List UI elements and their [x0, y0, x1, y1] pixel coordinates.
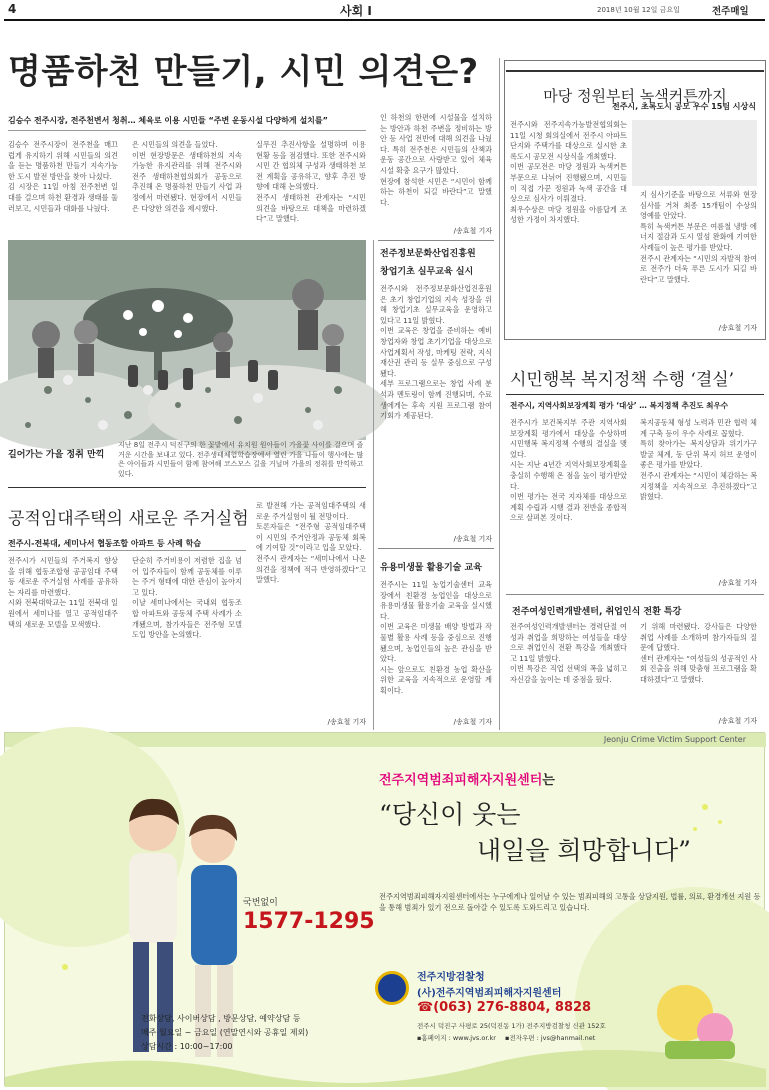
page-header — [0, 0, 769, 18]
housing-col-3: 로 발전해 가는 공적임대주택의 새로운 주거실험이 될 전망이다. 토론자들은 “전주형 공적임대주택이 시민의 주거안정과 공동체 회복에 기여할 것”이라고 입을 모았다. 전주시 관계자는 “세미나에서 나온 의견을 정책에 적극 반영하겠다”고 말했다. — [256, 501, 366, 585]
ad-sponsor-1: 전주지방검찰청 — [417, 972, 485, 983]
issue-date: 2018년 10월 12일 금요일 — [597, 6, 680, 14]
main-col-4: 인 하천의 한편에 시설물을 설치하는 방안과 하천 주변을 정비하는 방안 등 사업 전반에 대해 의견을 나눴다. 특히 전주천은 시민들의 산책과 운동 공간으로 사랑받고 있어 체육시설 확충 요구가 많았다. 현장에 참석한 시민은 “시민이 함께하는 하천이 되길 바란다”고 말했다. — [380, 113, 492, 207]
middle-1-body: 전주시와 전주정보문화산업진흥원은 초기 창업기업의 지속 성장을 위해 창업기초 실무교육을 운영하고 있다고 11일 밝혔다. 이번 교육은 창업을 준비하는 예비 창업자와 창업 초기기업을 대상으로 사업계획서 작성, 마케팅 전략, 지식재산권 관리 등 실무 중심으로 구성됐다. 세부 프로그램으로는 창업 사례 분석과 멘토링이 함께 진행되며, 수료생에게는 후속 지원 프로그램 참여 기회가 제공된다. — [380, 284, 492, 421]
ad-org-line — [379, 769, 555, 788]
ad-hours-time: 상담시간 : 10:00~17:00 — [141, 1042, 233, 1051]
middle-2-byline: /송효철 기자 — [453, 718, 492, 726]
main-col-3: 실무진 추진사항을 설명하며 이용현황 등을 점검했다. 또한 전주시와 시민 간 협의체 구성과 생태하천 보전 계획을 공유하고, 향후 추진 방향에 대해 논의했다. 전주시 생태하천 관계자는 “시민 의견을 바탕으로 대책을 마련하겠다”고 말했다. — [256, 140, 366, 224]
main-headline: 명품하천 만들기, 시민 의견은? — [8, 52, 479, 92]
women-col-2: 기 위해 마련됐다. 강사들은 다양한 취업 사례를 소개하며 참가자들의 질문에 답했다. 센터 관계자는 “여성들의 성공적인 사회 진출을 위해 맞춤형 프로그램을 확대하겠다”고 말했다. — [640, 622, 758, 684]
victim-support-ad — [4, 732, 765, 1086]
ad-slogan-line-2: 내일을 희망합니다” — [477, 836, 691, 865]
scarecrow-photo-art — [8, 240, 366, 440]
ad-free-call-number[interactable]: 1577-1295 — [243, 909, 375, 934]
main-col-2: 은 시민들의 의견을 들었다. 이번 현장방문은 생태하천의 지속가능한 유지관리를 위해 전주시와 전주 생태하천협의회가 공동으로 추진해 온 명품하천 만들기 사업 과정에서 마련됐다. 현장에서 시민들은 다양한 의견을 제시했다. — [132, 140, 242, 213]
ad-description: 전주지역범죄피해자지원센터에서는 누구에게나 일어날 수 있는 범죄피해의 고통을 상담지원, 법률, 의료, 환경개선 지원 등을 통해 범죄가 있기 전으로 돌아갈 수 있도록 도와드리고 있습니다. — [379, 892, 761, 912]
welfare-byline: /송효철 기자 — [718, 579, 757, 587]
welfare-col-2: 복지공동체 형성 노력과 민관 협력 체계 구축 등이 우수 사례로 꼽혔다. 특히 찾아가는 복지상담과 위기가구 발굴 체계, 동 단위 복지 허브 운영이 좋은 평가를 받았다. 전주시 관계자는 “시민이 체감하는 복지정책을 지속적으로 추진하겠다”고 밝혔다. — [640, 418, 758, 502]
header-rule — [4, 19, 765, 21]
top-right-border — [504, 60, 766, 340]
women-byline: /송효철 기자 — [718, 717, 757, 725]
middle-1-subhead: 창업기초 실무교육 실시 — [380, 267, 474, 277]
top-right-subhead: 전주시, 초록도시 공모 우수 15팀 시상식 — [611, 102, 756, 111]
photo-caption — [8, 441, 366, 478]
women-col-1: 전주여성인력개발센터는 경력단절 여성과 취업을 희망하는 여성들을 대상으로 취업인식 전환 특강을 개최했다고 11일 밝혔다. 이번 특강은 직업 선택의 폭을 넓히고 자신감을 높이는 데 중점을 뒀다. — [510, 622, 627, 684]
housing-col-1: 전주시가 시민들의 주거복지 향상을 위해 협동조합형 공공임대 주택 등 새로운 주거실험 사례를 공유하는 자리를 마련했다. 시와 전북대학교는 11일 전북대 일원에서 세미나를 열고 공적임대주택의 새로운 모델을 모색했다. — [8, 556, 118, 629]
ad-slogan-line-1: “당신이 웃는 — [379, 800, 521, 829]
middle-1-byline: /송효철 기자 — [453, 535, 492, 543]
middle-2-body: 전주시는 11일 농업기술센터 교육장에서 친환경 농업인을 대상으로 유용미생물 활용기술 교육을 실시했다. 이번 교육은 미생물 배양 방법과 작물별 활용 사례 등을 중심으로 진행됐으며, 농업인들의 높은 관심을 받았다. 시는 앞으로도 친환경 농업 확산을 위한 교육을 지속적으로 운영할 계획이다. — [380, 580, 492, 695]
women-headline: 전주여성인력개발센터, 취업인식 전환 특강 — [512, 607, 682, 617]
housing-byline: /송효철 기자 — [327, 718, 366, 726]
paper-name: 전주매일 — [712, 6, 749, 17]
ad-homepage[interactable]: ▪홈페이지 : www.jvs.or.kr — [417, 1034, 496, 1042]
welfare-col-1: 전주시가 보건복지부 주관 지역사회보장계획 평가에서 대상을 수상하며 시민행복 복지정책 수행의 결실을 맺었다. 시는 지난 4년간 지역사회보장계획을 충실히 수행해 온 점을 높이 평가받았다. 이번 평가는 전국 지자체를 대상으로 계획 수립과 시행 결과 전반을 종합적으로 살펴본 것이다. — [510, 418, 627, 523]
housing-headline: 공적임대주택의 새로운 주거실험 — [8, 509, 249, 529]
ad-sponsor-logo — [375, 971, 409, 1005]
top-right-col-1: 전주시와 전주지속가능발전협의회는 11일 시청 회의실에서 전주시 아파트 단지와 주택가를 대상으로 실시한 초록도시 공모전 시상식을 개최했다. 이번 공모전은 마당 정원과 녹색커튼 부문으로 나뉘어 진행됐으며, 시민들이 직접 가꾼 정원과 녹색 공간을 대상으로 심사가 이뤄졌다. 최우수상은 마당 정원을 아름답게 조성한 가정이 차지했다. — [510, 120, 627, 225]
mother-child-illustration — [645, 953, 755, 1063]
scarecrow-photo — [8, 240, 366, 440]
welfare-subhead: 전주시, 지역사회보장계획 평가 ‘대상’ … 복지정책 추진도 최우수 — [510, 401, 729, 410]
housing-col-2: 단순히 주거비용이 저렴한 집을 넘어 입주자들이 함께 공동체를 이루는 주거 형태에 대한 관심이 높아지고 있다. 이날 세미나에서는 국내외 협동조합 아파트와 공동체 주택 사례가 소개됐으며, 참가자들은 전주형 모델 도입 방안을 논의했다. — [132, 556, 242, 640]
ad-org-highlight: 전주지역범죄피해자지원센터 — [379, 773, 543, 788]
ad-address: 전주시 덕진구 사평로 25(덕진동 1가) 전주지방검찰청 신관 152호 — [417, 1022, 606, 1030]
top-right-headline: 마당 정원부터 녹색커튼까지 — [543, 87, 727, 105]
ad-sponsor-2: (사)전주지역범죄피해자지원센터 — [417, 988, 562, 999]
photo-caption-text: 지난 8일 전주시 덕진구의 한 꽃밭에서 유치원 원아들이 가을꽃 사이를 걸으며 즐거운 시간을 보내고 있다. 전주생태체험학습장에서 열린 가을 나들이 행사에는 많은 아이들과 시민들이 함께 참여해 코스모스 길을 거닐며 가을의 정취를 만끽하고 있다. — [118, 441, 364, 478]
ad-org-rest: 는 — [542, 773, 555, 788]
ad-hours-days: 매주 월요일 ~ 금요일 (연말연시와 공휴일 제외) — [141, 1028, 309, 1037]
middle-1-headline: 전주정보문화산업진흥원 — [380, 249, 476, 259]
housing-subhead: 전주시-전북대, 세미나서 협동조합 아파트 등 사례 학습 — [8, 539, 202, 548]
ad-free-call-label: 국번없이 — [243, 898, 278, 908]
top-right-col-2: 지 심사기준을 바탕으로 서류와 현장심사를 거쳐 최종 15개팀이 수상의 영예를 안았다. 특히 녹색커튼 부문은 여름철 냉방 에너지 절감과 도시 열섬 완화에 기여한 사례들이 높은 평가를 받았다. 전주시 관계자는 “시민의 자발적 참여로 전주가 더욱 푸른 도시가 되길 바란다”고 말했다. — [640, 190, 758, 284]
photo-caption-title: 길어가는 가을 정취 만끽 — [8, 450, 105, 460]
ad-email[interactable]: ▪전자우편 : jvs@hanmail.net — [505, 1034, 596, 1042]
ad-services: 전화상담, 사이버상담 , 방문상담, 예약상담 등 — [141, 1014, 301, 1023]
ad-org-en: Jeonju Crime Victim Support Center — [603, 735, 746, 744]
ad-phone[interactable]: ☎(063) 276-8804, 8828 — [417, 1000, 592, 1015]
page-number: 4 — [8, 2, 17, 16]
main-byline: /송효철 기자 — [453, 227, 492, 235]
main-col-1: 김승수 전주시장이 전주천을 매끄럽게 유지하기 위해 시민들의 의견을 듣는 명품하천 만들기 지속가능한 도시 발전 방안을 찾아 나섰다. 김 시장은 11일 아침 전주천변 일대를 걸으며 하천 환경과 생태를 둘러보고, 시민들과 대화를 나눴다. — [8, 140, 118, 213]
welfare-headline: 시민행복 복지정책 수행 ‘결실’ — [510, 370, 735, 390]
section-title: 사회 Ⅰ — [340, 4, 372, 18]
middle-2-headline: 유용미생물 활용기술 교육 — [380, 563, 482, 573]
top-right-inner-image — [632, 120, 757, 186]
top-right-byline: /송효철 기자 — [718, 324, 757, 332]
main-subhead: 김승수 전주시장, 전주천변서 청취… 체육로 이용 시민들 “주변 운동시설 다양하게 설치를” — [8, 116, 328, 125]
